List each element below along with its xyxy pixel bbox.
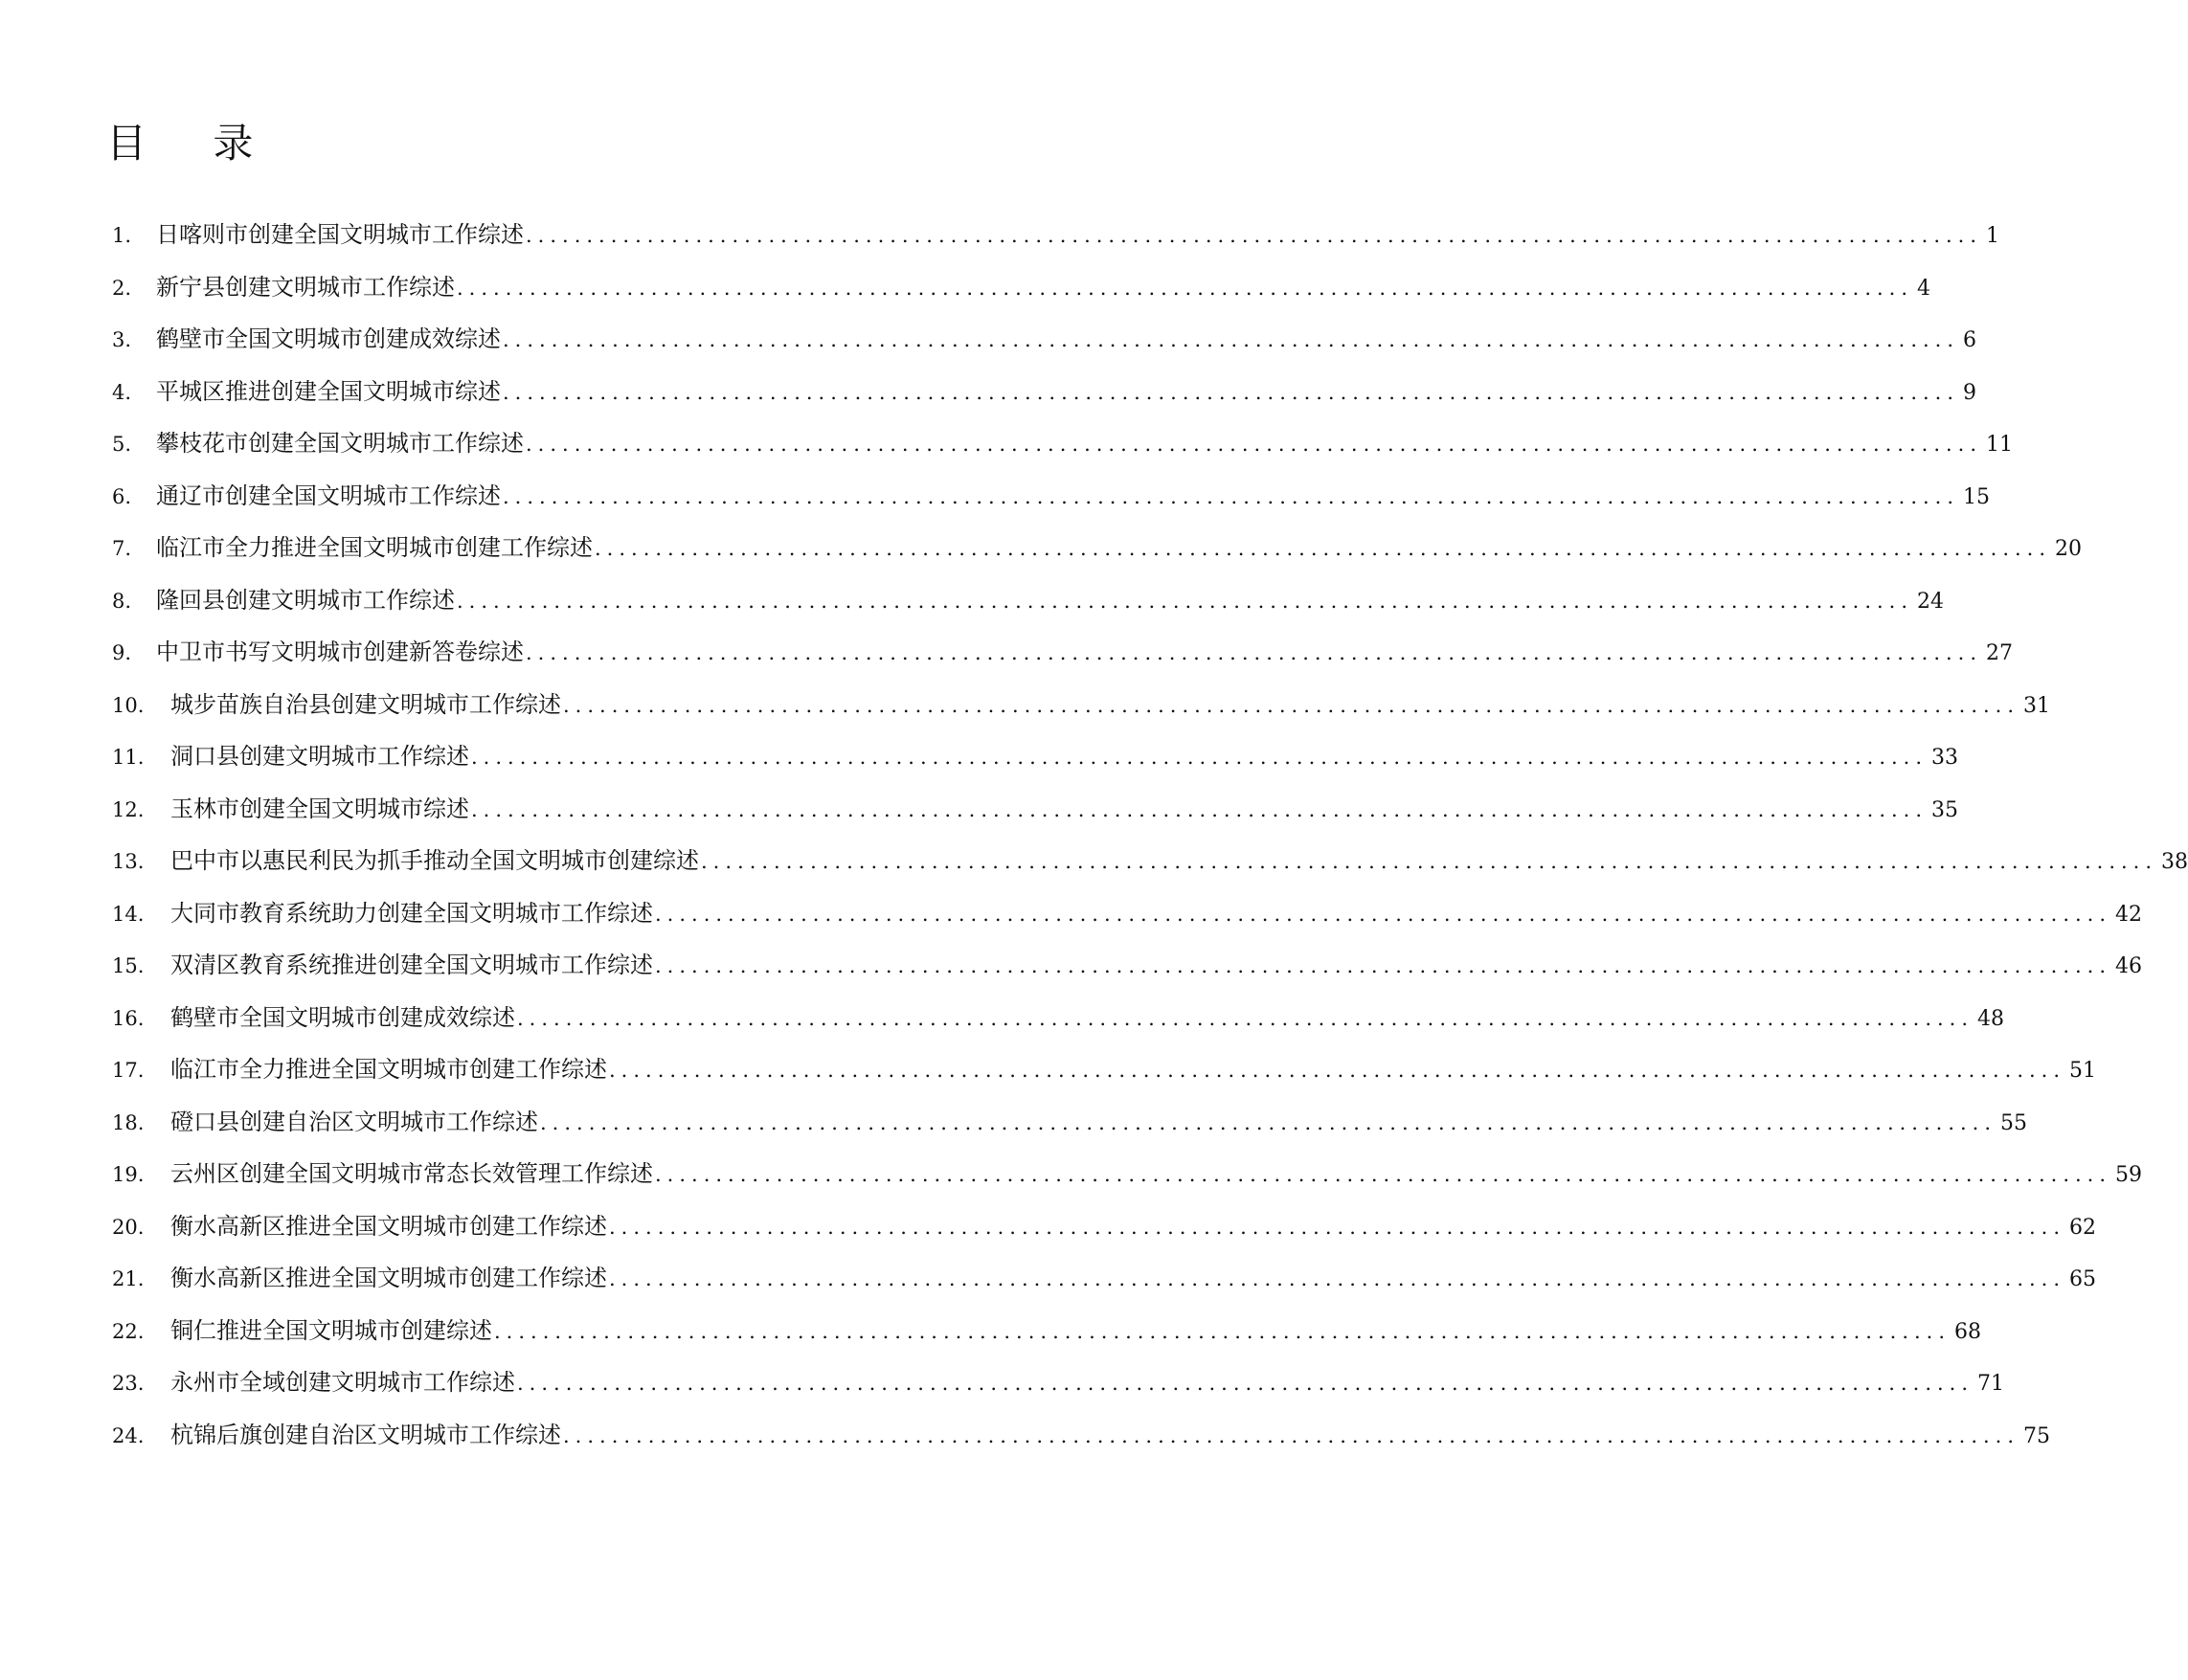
toc-dot-leader: ........................................................................................................................ [526,433,1983,456]
toc-dot-leader: ........................................................................................................................ [457,589,1914,613]
toc-entry-number: 2. [112,276,132,300]
toc-entry-page-number: 24 [1917,589,1945,614]
toc-entry-title: 衡水高新区推进全国文明城市创建工作综述 [170,1265,607,1291]
toc-entry[interactable] [112,417,2014,470]
toc-dot-leader: ........................................................................................................................ [503,328,1960,351]
toc-dot-leader: ........................................................................................................................ [563,693,2020,717]
toc-entry-page-number: 75 [2023,1423,2051,1448]
toc-entry-title: 大同市教育系统助力创建全国文明城市工作综述 [170,899,653,927]
toc-dot-leader: ........................................................................................................................ [655,902,2112,926]
toc-entry-page-number: 38 [2161,850,2188,874]
toc-entry-page-number: 35 [1931,797,1959,822]
toc-entry-page-number: 59 [2115,1163,2143,1187]
toc-entry-title: 平城区推进创建全国文明城市综述 [156,377,501,405]
toc-entry[interactable] [112,1356,2005,1409]
toc-entry-number: 10. [112,693,145,717]
toc-entry-title: 日喀则市创建全国文明城市工作综述 [156,221,524,248]
toc-entry-title: 云州区创建全国文明城市常态长效管理工作综述 [170,1160,653,1187]
toc-dot-leader: ........................................................................................................................ [655,954,2112,977]
toc-entry[interactable] [112,1409,2051,1462]
toc-entry-number: 15. [112,954,145,977]
toc-entry[interactable] [112,366,1977,418]
toc-entry-page-number: 11 [1986,433,2014,457]
toc-entry[interactable] [112,626,2014,679]
toc-entry[interactable] [112,470,1991,523]
toc-entry[interactable] [112,261,1931,314]
toc-dot-leader: ........................................................................................................................ [526,224,1983,247]
toc-entry-number: 5. [112,433,132,456]
toc-dot-leader: ........................................................................................................................ [503,380,1960,404]
table-of-contents [112,209,2188,1461]
toc-entry[interactable] [112,1252,2097,1305]
toc-entry-page-number: 48 [1977,1006,2005,1031]
toc-entry-title: 衡水高新区推进全国文明城市创建工作综述 [170,1212,607,1240]
toc-entry-page-number: 20 [2055,537,2083,561]
toc-dot-leader: ........................................................................................................................ [609,1267,2066,1290]
toc-entry-page-number: 4 [1917,276,1931,301]
toc-entry-page-number: 42 [2115,902,2143,927]
toc-entry[interactable] [112,939,2143,992]
toc-dot-leader: ........................................................................................................................ [701,850,2158,873]
toc-entry-title: 永州市全域创建文明城市工作综述 [170,1369,515,1396]
toc-entry-number: 19. [112,1163,145,1186]
toc-entry-title: 鹤壁市全国文明城市创建成效综述 [170,1003,515,1031]
toc-dot-leader: ........................................................................................................................ [471,746,1929,769]
toc-entry[interactable] [112,209,2000,261]
toc-entry-page-number: 9 [1963,380,1977,405]
toc-entry-title: 临江市全力推进全国文明城市创建工作综述 [170,1056,607,1083]
toc-entry-title: 磴口县创建自治区文明城市工作综述 [170,1108,538,1135]
toc-entry-title: 临江市全力推进全国文明城市创建工作综述 [156,534,593,561]
toc-dot-leader: ........................................................................................................................ [526,641,1983,664]
toc-entry-page-number: 1 [1986,224,2000,248]
toc-entry-number: 18. [112,1110,145,1134]
toc-entry-title: 杭锦后旗创建自治区文明城市工作综述 [170,1421,561,1448]
toc-entry[interactable] [112,887,2143,940]
toc-entry-page-number: 55 [2000,1110,2028,1135]
toc-entry[interactable] [112,835,2188,887]
toc-entry-number: 11. [112,746,145,769]
toc-entry-number: 13. [112,850,145,873]
toc-entry-page-number: 31 [2023,693,2051,718]
toc-entry[interactable] [112,1043,2097,1096]
toc-entry-number: 14. [112,902,145,926]
toc-entry-title: 双清区教育系统推进创建全国文明城市工作综述 [170,952,653,978]
toc-entry-page-number: 15 [1963,484,1991,509]
toc-entry[interactable] [112,522,2083,574]
toc-entry-number: 4. [112,380,132,404]
toc-entry-page-number: 71 [1977,1372,2005,1396]
toc-entry-number: 3. [112,328,132,351]
toc-entry[interactable] [112,1096,2028,1149]
toc-entry[interactable] [112,679,2051,731]
toc-entry[interactable] [112,730,1959,783]
toc-entry-title: 巴中市以惠民利民为抓手推动全国文明城市创建综述 [170,847,699,874]
toc-entry-number: 7. [112,537,132,560]
toc-dot-leader: ........................................................................................................................ [503,484,1960,508]
toc-entry-number: 17. [112,1059,145,1082]
toc-entry-title: 洞口县创建文明城市工作综述 [170,743,469,770]
toc-entry[interactable] [112,313,1977,366]
toc-dot-leader: ........................................................................................................................ [457,276,1914,300]
toc-entry-number: 6. [112,484,132,508]
toc-entry-page-number: 65 [2069,1267,2097,1291]
toc-entry[interactable] [112,783,1959,836]
toc-entry-number: 16. [112,1006,145,1030]
toc-entry-title: 铜仁推进全国文明城市创建综述 [170,1316,492,1344]
toc-entry-number: 9. [112,641,132,664]
toc-dot-leader: ........................................................................................................................ [609,1059,2066,1082]
toc-entry-page-number: 62 [2069,1215,2097,1240]
toc-entry[interactable] [112,992,2005,1044]
toc-entry-number: 1. [112,224,132,247]
toc-entry-title: 中卫市书写文明城市创建新答卷综述 [156,638,524,665]
toc-entry-number: 20. [112,1215,145,1239]
page-title: 目 录 [106,120,281,167]
toc-entry[interactable] [112,1305,1982,1357]
toc-entry[interactable] [112,1200,2097,1253]
toc-entry-page-number: 68 [1954,1319,1982,1344]
toc-dot-leader: ........................................................................................................................ [494,1319,1951,1343]
toc-entry[interactable] [112,1148,2143,1200]
toc-entry-number: 8. [112,589,132,613]
toc-entry-title: 玉林市创建全国文明城市综述 [170,795,469,822]
toc-entry-page-number: 51 [2069,1059,2097,1083]
toc-dot-leader: ........................................................................................................................ [609,1215,2066,1239]
toc-dot-leader: ........................................................................................................................ [595,537,2052,560]
toc-entry-number: 22. [112,1319,145,1343]
toc-entry-title: 通辽市创建全国文明城市工作综述 [156,482,501,509]
toc-entry-number: 24. [112,1423,145,1447]
toc-entry-page-number: 27 [1986,641,2014,665]
toc-entry-title: 隆回县创建文明城市工作综述 [156,586,455,614]
toc-entry-number: 23. [112,1372,145,1395]
toc-dot-leader: ........................................................................................................................ [471,797,1929,821]
toc-entry-title: 攀枝花市创建全国文明城市工作综述 [156,430,524,457]
toc-entry[interactable] [112,574,1945,627]
toc-dot-leader: ........................................................................................................................ [540,1110,1997,1134]
toc-dot-leader: ........................................................................................................................ [517,1006,1974,1030]
toc-entry-page-number: 6 [1963,328,1977,352]
toc-entry-page-number: 46 [2115,954,2143,978]
toc-entry-page-number: 33 [1931,746,1959,770]
toc-dot-leader: ........................................................................................................................ [517,1372,1974,1395]
toc-dot-leader: ........................................................................................................................ [655,1163,2112,1186]
toc-entry-number: 12. [112,797,145,821]
toc-dot-leader: ........................................................................................................................ [563,1423,2020,1447]
toc-entry-title: 新宁县创建文明城市工作综述 [156,273,455,301]
toc-entry-number: 21. [112,1267,145,1290]
toc-entry-title: 城步苗族自治县创建文明城市工作综述 [170,690,561,718]
toc-entry-title: 鹤壁市全国文明城市创建成效综述 [156,325,501,352]
